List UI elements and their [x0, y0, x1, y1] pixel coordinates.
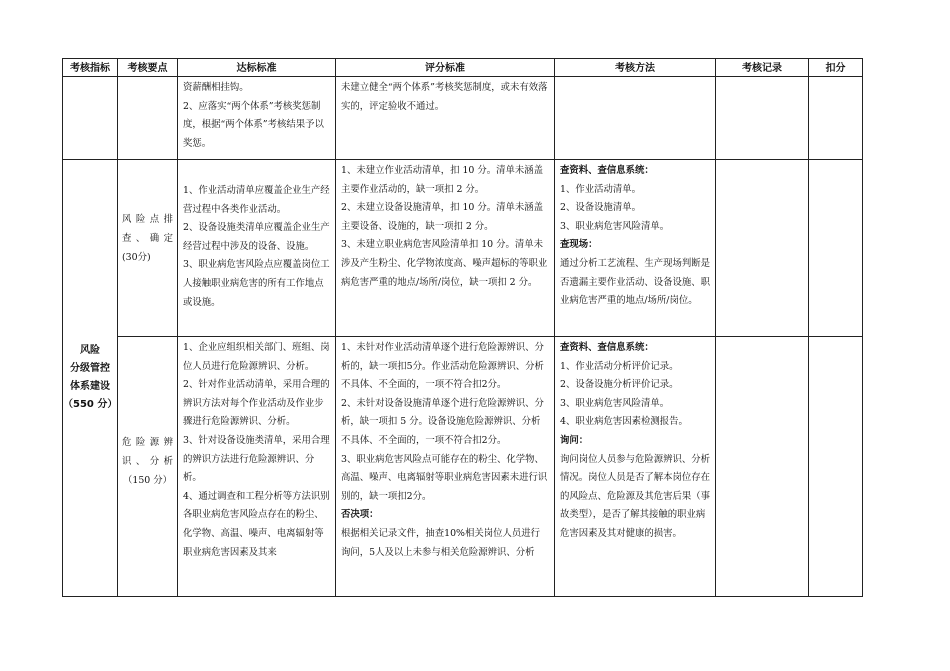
- standard-line: 1、企业应组织相关部门、班组、岗位人员进行危险源辨识、分析。: [183, 342, 330, 372]
- key-point-cell: [118, 77, 178, 160]
- standard-cell: [178, 77, 336, 160]
- method-line: 查现场：: [560, 239, 598, 251]
- scoring-line: 根据相关记录文件，抽查10%相关岗位人员进行询问，5人及以上未参与相关危险源辨识、分析: [341, 527, 540, 558]
- header-record: 考核记录: [716, 59, 809, 77]
- table-row: [63, 77, 863, 160]
- scoring-line: 未建立健全“两个体系”考核奖惩制度，或未有效落实的，评定验收不通过。: [341, 82, 548, 112]
- deduction-cell[interactable]: [809, 337, 863, 597]
- record-cell[interactable]: [716, 77, 809, 160]
- header-row: [63, 59, 863, 77]
- method-line: 1、作业活动清单。: [560, 183, 641, 195]
- category-line: 体系建设: [70, 381, 110, 392]
- standard-line: 3、职业病危害风险点应覆盖岗位工人接触职业病危害的所有工作地点或设施。: [183, 259, 330, 308]
- category-line: 风险: [80, 345, 100, 356]
- scoring-line: 3、未建立职业病危害风险清单扣 10 分。清单未涉及产生粉尘、化学物浓度高、噪声超标的等职业病危害严重的地点/场所/岗位，缺一项扣 2 分。: [341, 239, 548, 288]
- table-row: [63, 160, 863, 337]
- method-cell: [555, 77, 716, 160]
- scoring-cell: [336, 77, 555, 160]
- scoring-line: 1、未建立作业活动清单，扣 10 分。清单未涵盖主要作业活动的，缺一项扣 2 分。: [341, 165, 543, 195]
- indicator-cell: [63, 160, 118, 597]
- header-scoring: 评分标准: [336, 59, 555, 77]
- method-line: 2、设备设施分析评价记录。: [560, 379, 679, 391]
- scoring-cell: [336, 160, 555, 337]
- key-point-text: 风险点排查、确定(30分): [122, 214, 173, 263]
- scoring-line: 2、未建立设备设施清单，扣 10 分。清单未涵盖主要设备、设施的，缺一项扣 2 分。: [341, 202, 543, 232]
- method-line: 查资料、查信息系统：: [560, 342, 654, 353]
- method-line: 询问：: [560, 434, 589, 446]
- scoring-line: 1、未针对作业活动清单逐个进行危险源辨识、分析的，缺一项扣5分。作业活动危险源辨识、分析不具体、不全面的，一项不符合扣2分。: [341, 342, 544, 391]
- key-point-text: 危险源辨识、分析: [122, 437, 173, 467]
- table-row: [63, 337, 863, 597]
- standard-line: 资薪酬相挂钩。: [183, 82, 249, 93]
- key-point-cell: [118, 160, 178, 337]
- method-line: 通过分析工艺流程、生产现场判断是否遗漏主要作业活动、设备设施、职业病危害严重的地点/场所/岗位。: [560, 257, 711, 307]
- method-line: 询问岗位人员参与危险源辨识、分析情况。岗位人员是否了解本岗位存在的风险点、危险源及其危害后果（事故类型），是否了解其接触的职业病危害因素及其对健康的损害。: [560, 453, 711, 539]
- category-line: 分级管控: [70, 363, 110, 374]
- deduction-cell[interactable]: [809, 160, 863, 337]
- method-line: 4、职业病危害因素检测报告。: [560, 416, 688, 428]
- record-cell[interactable]: [716, 160, 809, 337]
- scoring-line: 3、职业病危害风险点可能存在的粉尘、化学物、高温、噪声、电离辐射等职业病危害因素未进行识别的，缺一项扣2分。: [341, 453, 548, 502]
- assessment-table: [62, 58, 863, 597]
- header-deduction: 扣分: [809, 59, 863, 77]
- method-line: 3、职业病危害风险清单。: [560, 220, 670, 232]
- standard-line: 2、设备设施类清单应覆盖企业生产经营过程中涉及的设备、设施。: [183, 222, 330, 252]
- standard-line: 2、应落实“两个体系”考核奖惩制度，根据“两个体系”考核结果予以奖惩。: [183, 100, 324, 149]
- standard-line: 3、针对设备设施类清单，采用合理的辨识方法进行危险源辨识、分析。: [183, 434, 330, 484]
- method-cell: [555, 160, 716, 337]
- key-point-score: （150 分）: [123, 475, 172, 486]
- header-key-point: 考核要点: [118, 59, 178, 77]
- record-cell[interactable]: [716, 337, 809, 597]
- header-standard: 达标标准: [178, 59, 336, 77]
- category-line: （550 分）: [63, 399, 118, 410]
- scoring-cell: [336, 337, 555, 597]
- scoring-line: 2、未针对设备设施清单逐个进行危险源辨识、分析，缺一项扣 5 分。设备设施危险源辨识、分析不具体、不全面的，一项不符合扣2分。: [341, 397, 544, 446]
- header-method: 考核方法: [555, 59, 716, 77]
- header-indicator: 考核指标: [63, 59, 118, 77]
- standard-line: 2、针对作业活动清单，采用合理的辨识方法对每个作业活动及作业步骤进行危险源辨识、分析。: [183, 379, 330, 428]
- method-cell: [555, 337, 716, 597]
- standard-line: 4、通过调查和工程分析等方法识别各职业病危害风险点存在的粉尘、化学物、高温、噪声、电离辐射等职业病危害因素及其来: [183, 490, 330, 558]
- standard-cell: [178, 160, 336, 337]
- key-point-cell: [118, 337, 178, 597]
- method-line: 3、职业病危害风险清单。: [560, 397, 670, 409]
- indicator-cell: [63, 77, 118, 160]
- standard-line: 1、作业活动清单应覆盖企业生产经营过程中各类作业活动。: [183, 185, 330, 215]
- method-line: 1、作业活动分析评价记录。: [560, 360, 679, 372]
- method-line: 查资料、查信息系统：: [560, 165, 654, 176]
- method-line: 2、设备设施清单。: [560, 202, 641, 214]
- deduction-cell[interactable]: [809, 77, 863, 160]
- standard-cell: [178, 337, 336, 597]
- scoring-line: 否决项：: [341, 509, 379, 521]
